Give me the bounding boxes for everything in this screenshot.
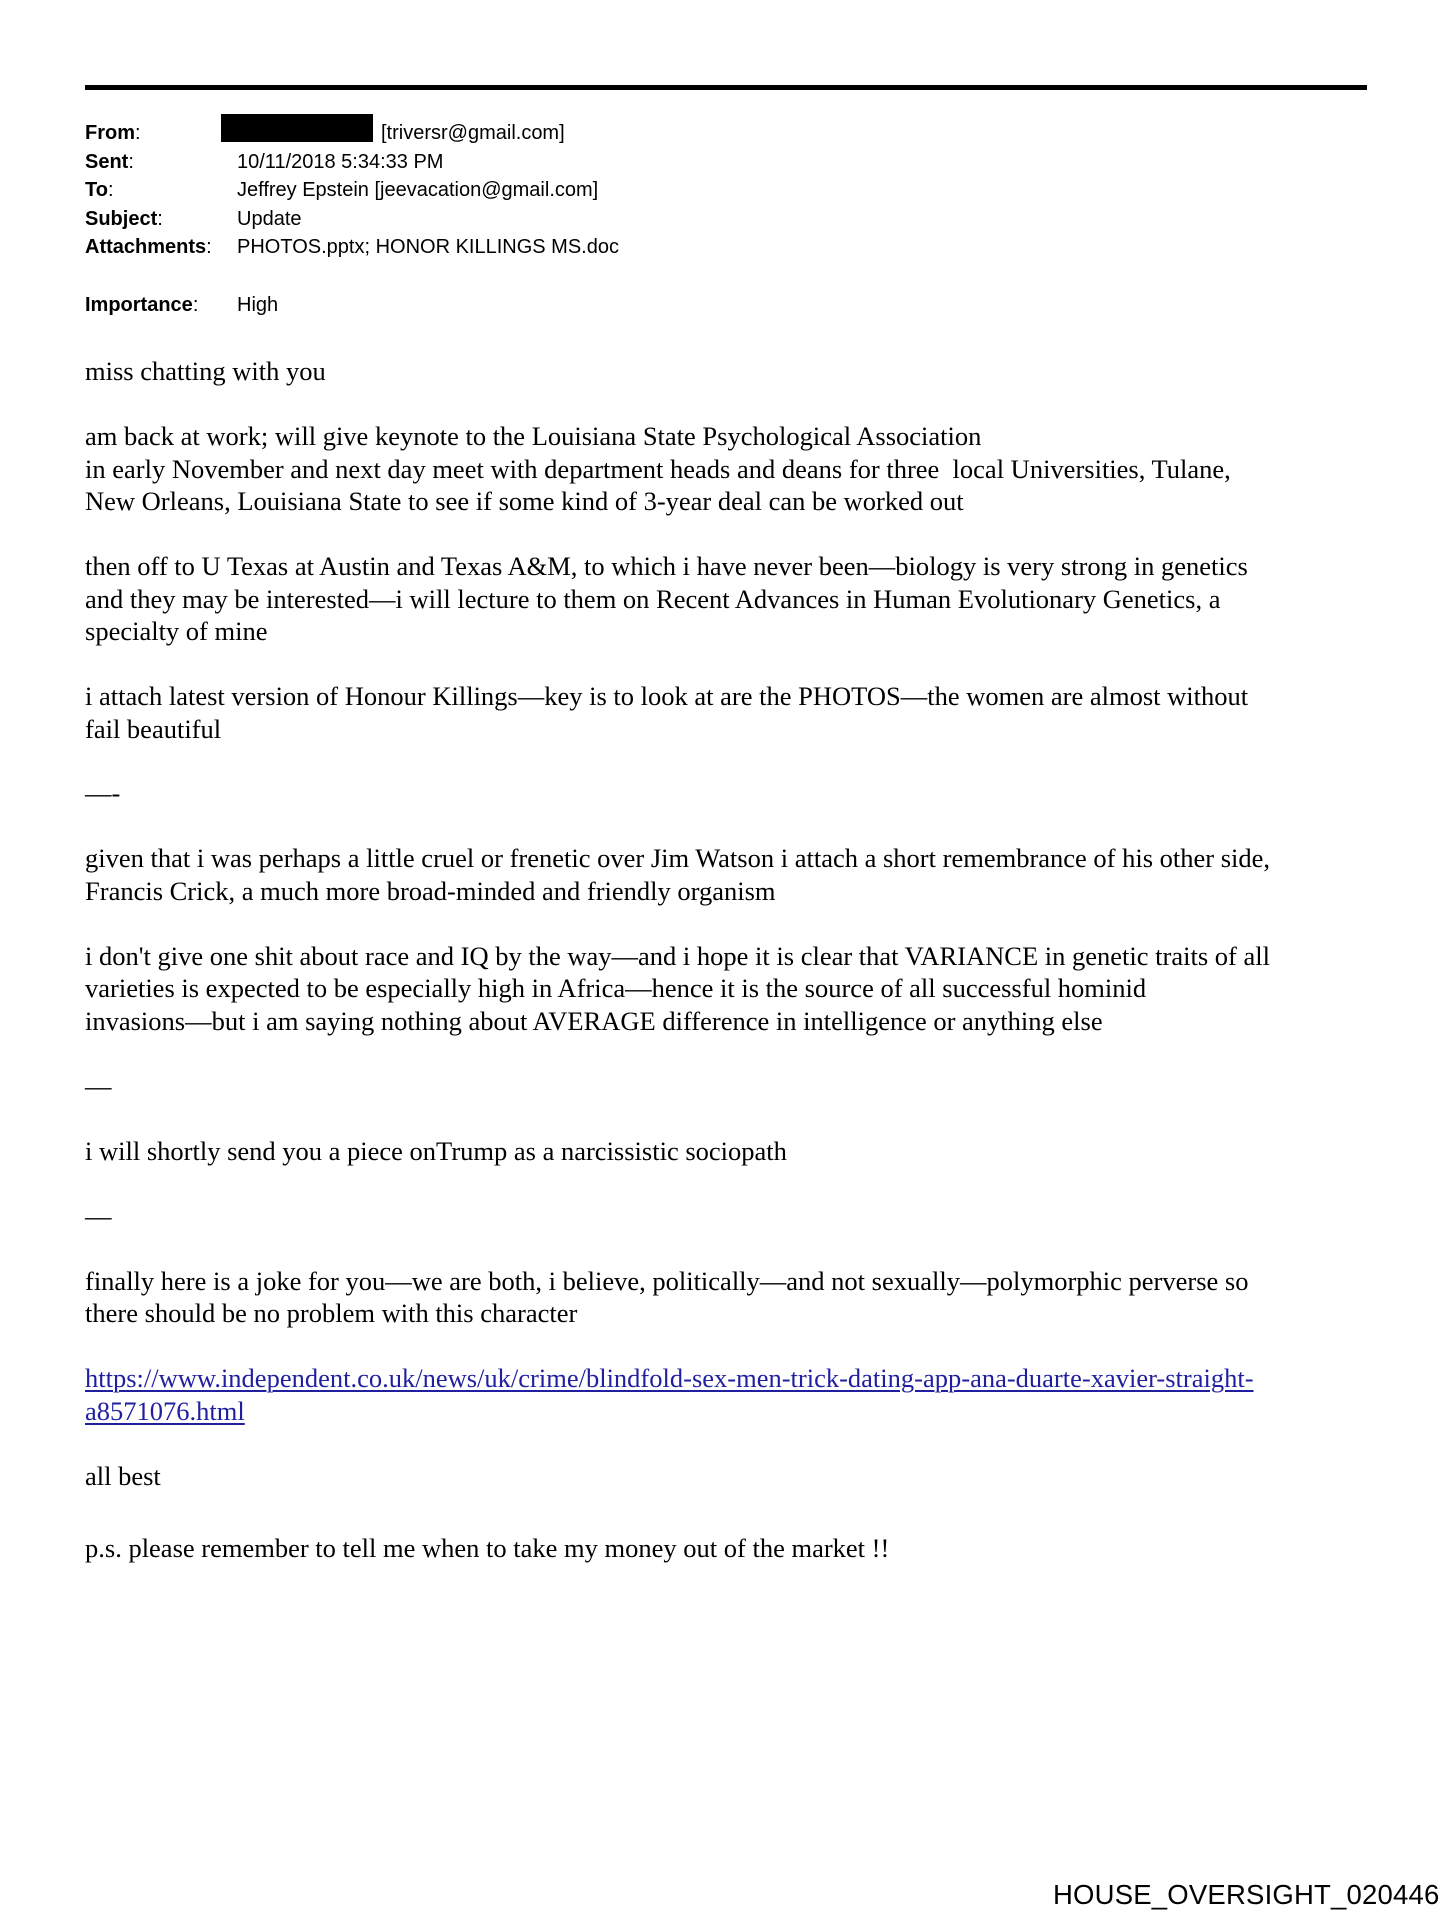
header-rule [85,85,1367,90]
importance-label: Importance: [85,294,199,316]
to-value: Jeffrey Epstein [jeevacation@gmail.com] [237,179,599,201]
bates-number: HOUSE_OVERSIGHT_020446 [1053,1879,1440,1910]
body-line: i don't give one shit about race and IQ by the way—and i hope it is clear that VARIANCE in genetic traits of all [85,941,1270,971]
subject-value: Update [237,208,302,230]
body-line: i attach latest version of Honour Killings—key is to look at are the PHOTOS—the women are almost without [85,681,1249,711]
article-link[interactable]: https://www.independent.co.uk/news/uk/crime/blindfold-sex-men-trick-dating-app-ana-duarte-xavier-straight- [85,1363,1254,1393]
separator-line: — [85,1071,112,1101]
attachments-value[interactable]: PHOTOS.pptx; HONOR KILLINGS MS.doc [237,236,619,258]
body-line: varieties is expected to be especially high in Africa—hence it is the source of all successful hominid [85,973,1147,1003]
postscript-line: p.s. please remember to tell me when to take my money out of the market !! [85,1533,890,1563]
body-line: given that i was perhaps a little cruel or frenetic over Jim Watson i attach a short remembrance of his other side, [85,843,1271,873]
article-link-continued[interactable]: a8571076.html [85,1396,245,1426]
body-line: specialty of mine [85,616,268,646]
body-line: and they may be interested—i will lecture to them on Recent Advances in Human Evolutionary Genetics, a [85,584,1221,614]
body-line: Francis Crick, a much more broad-minded and friendly organism [85,876,776,906]
body-line: i will shortly send you a piece onTrump as a narcissistic sociopath [85,1136,787,1166]
from-label: From: [85,122,141,144]
to-label: To: [85,179,114,201]
body-line: in early November and next day meet with department heads and deans for three local Universities, Tulane, [85,454,1231,484]
from-value: [triversr@gmail.com] [381,122,565,144]
sent-value: 10/11/2018 5:34:33 PM [237,151,444,173]
importance-value: High [237,294,279,316]
body-line: then off to U Texas at Austin and Texas A&M, to which i have never been—biology is very strong in genetics [85,551,1248,581]
body-line: finally here is a joke for you—we are both, i believe, politically—and not sexually—polymorphic perverse so [85,1266,1249,1296]
body-line: invasions—but i am saying nothing about AVERAGE difference in intelligence or anything else [85,1006,1103,1036]
separator-line: — [85,1201,112,1231]
body-line: miss chatting with you [85,356,326,386]
body-line: fail beautiful [85,714,222,744]
body-line: am back at work; will give keynote to the Louisiana State Psychological Association [85,421,982,451]
sent-label: Sent: [85,151,134,173]
separator-line: —- [85,778,121,808]
closing-line: all best [85,1461,161,1491]
body-line: New Orleans, Louisiana State to see if some kind of 3-year deal can be worked out [85,486,964,516]
body-line: there should be no problem with this character [85,1298,578,1328]
attachments-label: Attachments: [85,236,212,258]
redaction-box [221,114,373,142]
subject-label: Subject: [85,208,163,230]
